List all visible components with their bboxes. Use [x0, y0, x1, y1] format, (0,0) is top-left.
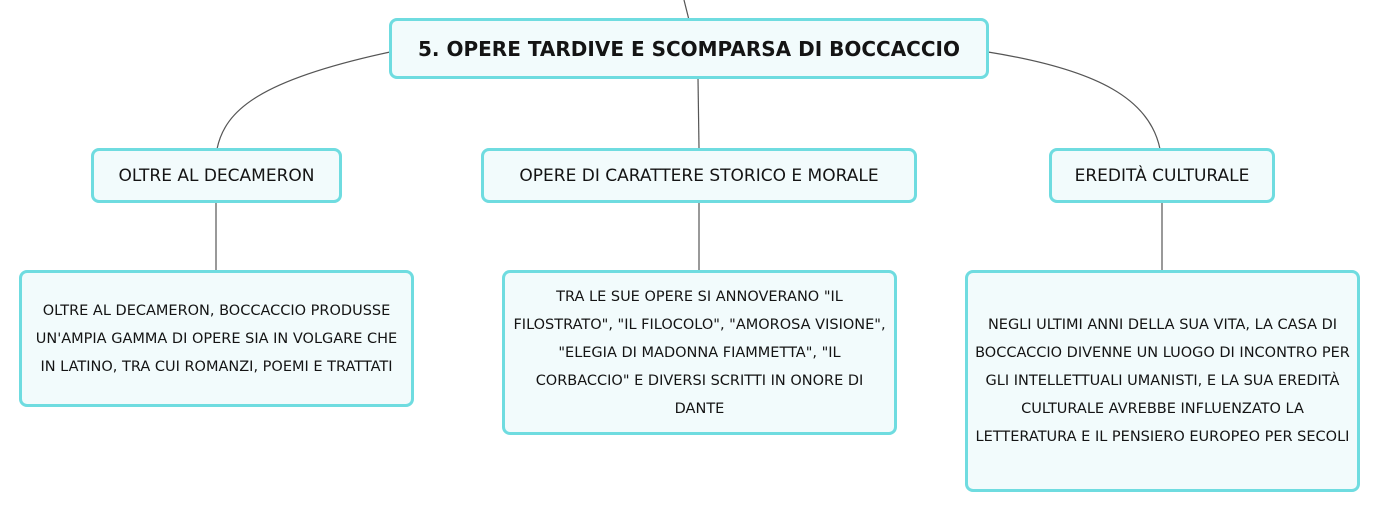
detail-node-text: TRA LE SUE OPERE SI ANNOVERANO "IL FILOSTRATO", "IL FILOCOLO", "AMOROSA VISIONE", "ELEGIA DI MADONNA FIAMMETTA", "IL CORBACCIO" E DIVERSI SCRITTI IN ONORE DI DANTE: [513, 288, 886, 417]
root-node[interactable]: [389, 18, 989, 79]
branch-node-label: OLTRE AL DECAMERON: [118, 165, 315, 186]
branch-node-label: OPERE DI CARATTERE STORICO E MORALE: [519, 165, 879, 186]
connector-root-branch-1: [217, 52, 390, 149]
branch-node-oltre-al-decameron[interactable]: [91, 148, 342, 203]
branch-node-label: EREDITÀ CULTURALE: [1074, 165, 1250, 186]
detail-node-eredita-culturale[interactable]: [965, 270, 1360, 492]
branch-node-eredita-culturale[interactable]: [1049, 148, 1275, 203]
detail-node-text: NEGLI ULTIMI ANNI DELLA SUA VITA, LA CASA DI BOCCACCIO DIVENNE UN LUOGO DI INCONTRO PER GLI INTELLETTUALI UMANISTI, E LA SUA EREDITÀ CULTURALE AVREBBE INFLUENZATO LA LETTERATURA E IL PENSIERO EUROPEO PER SECOLI: [975, 317, 1350, 445]
detail-node-opere-storico-morale[interactable]: [502, 270, 897, 435]
detail-node-oltre-al-decameron[interactable]: [19, 270, 414, 407]
branch-node-opere-storico-morale[interactable]: [481, 148, 917, 203]
detail-node-text: OLTRE AL DECAMERON, BOCCACCIO PRODUSSE UN'AMPIA GAMMA DI OPERE SIA IN VOLGARE CHE IN LATINO, TRA CUI ROMANZI, POEMI E TRATTATI: [35, 302, 398, 375]
connector-parent-root: [684, 0, 689, 20]
connector-root-branch-3: [988, 52, 1160, 149]
connector-root-branch-2: [698, 78, 699, 148]
root-node-label: 5. OPERE TARDIVE E SCOMPARSA DI BOCCACCIO: [418, 36, 960, 61]
